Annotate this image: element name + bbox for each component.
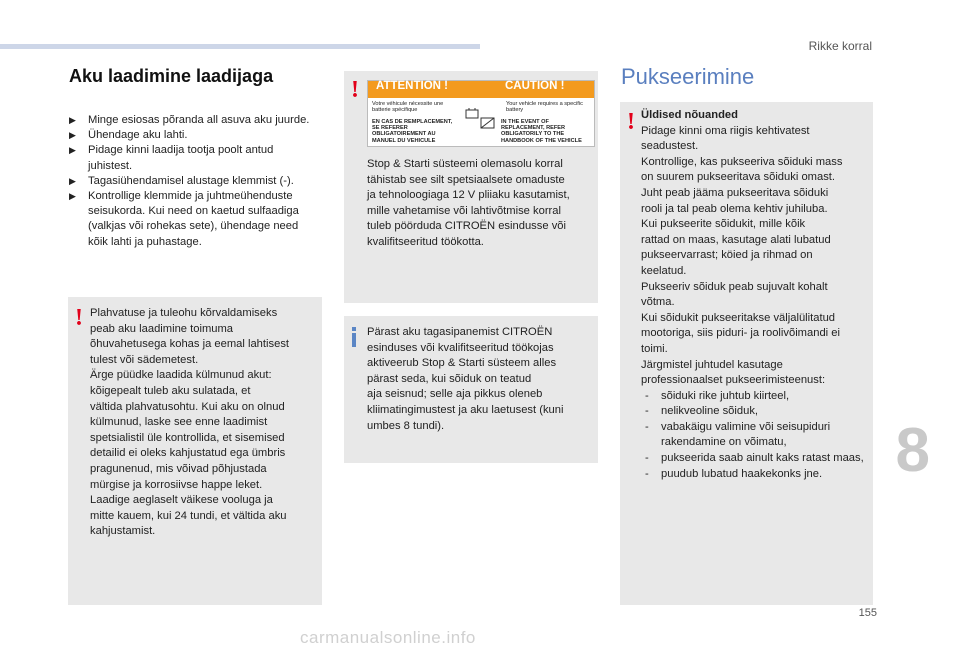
list-item: ▶ Kontrollige klemmide ja juhtmeühenduste seisukorda. Kui need on kaetud sulfaadiga (valkjas või rohekas sete), ühendage need kõik lahti ja puhastage.: [69, 190, 299, 248]
stop-start-warning-text: Stop & Starti süsteemi olemasolu korral tähistab see silt spetsiaalsete omaduste ja tehnoloogiaga 12 V pliiaku kasutamist, mille vahetamise või lahtivõtmise korral tuleb pöörduda CITROËN esindusse või kvalifitseeritud töökotta.: [367, 158, 570, 248]
charging-steps-list: [69, 113, 319, 250]
arrow-icon: ▶: [69, 145, 76, 156]
list-item: ▶ Pidage kinni laadija tootja poolt antud juhistest.: [69, 144, 274, 172]
stop-start-info-text: Pärast aku tagasipanemist CITROËN esinduses või kvalifitseeritud töökojas aktiveerub Stop & Starti süsteem alles pärast seda, kui sõiduk on teatud aja seisnud; selle aja pikkus oleneb kliimatingimustest ja aku laetusest (kuni umbes 8 tundi).: [367, 326, 564, 432]
list-item: - nelikveoline sõiduk,: [645, 405, 759, 418]
warning-icon: !: [351, 77, 359, 103]
info-icon: [352, 327, 357, 347]
warning-icon: !: [627, 109, 635, 135]
list-item: ▶ Ühendage aku lahti.: [69, 128, 319, 143]
towing-title: Pukseerimine: [621, 64, 755, 89]
towing-advice-text: Üldised nõuanded Pidage kinni oma riigis kehtivatest seadustest. Kontrollige, kas pukseeriva sõiduki mass on suurem pukseeritava sõiduki omast. Juht peab jääma pukseeritava sõiduki rooli ja tal peab olema kehtiv juhiluba. Kui pukseerite sõidukit, mille kõik rattad on maas, kasutage alati lubatud pukseervarrast; köied ja rihmad on keelatud. Pukseeriv sõiduk peab sujuvalt kohalt võtma. Kui sõidukit pukseeritakse väljalülitatud mootoriga, siis piduri- ja roolivõimandi ei toimi. Järgmistel juhtudel kasutage professionaalset pukseerimisteenust: - sõiduki rike juhtub kiirteel, - nelikveoline sõiduk, - vabakäigu valimine või seisupiduri rakendamine on võimatu, - pukseerida saab ainult kaks ratast maas, - puudub lubatud haakekonks jne.: [641, 108, 869, 482]
list-item: ▶ Tagasiühendamisel alustage klemmist (-).: [69, 174, 319, 189]
chapter-number: 8: [895, 416, 930, 485]
list-item: ▶ Minge esiosas põranda all asuva aku juurde.: [69, 113, 319, 128]
list-item: - vabakäigu valimine või seisupiduri rakendamine on võimatu,: [645, 420, 831, 449]
label-header: ATTENTION ! CAUTION !: [368, 81, 594, 98]
battery-book-icon: [464, 106, 498, 130]
battery-caution-label: ATTENTION ! CAUTION ! Votre véhicule nécessite une batterie spécifique Your vehicle requires a specific battery EN CAS DE REMPLACEMENT, SE REFERER OBLIGATOIREMENT AU MANUEL DU VEHICULE IN THE EVENT OF REPLACEMENT, REFER OBLIGATORILY TO THE HANDBOOK OF THE VEHICLE: [367, 80, 595, 147]
list-item: - puudub lubatud haakekonks jne.: [645, 467, 823, 480]
watermark: carmanualsonline.info: [300, 628, 476, 647]
towing-subtitle: Üldised nõuanded: [641, 109, 738, 121]
arrow-icon: ▶: [69, 115, 76, 125]
list-item: - sõiduki rike juhtub kiirteel,: [645, 389, 790, 402]
header-bar: [0, 44, 480, 49]
arrow-icon: ▶: [69, 130, 76, 141]
page-number: 155: [858, 607, 877, 619]
warning-icon: !: [75, 305, 83, 331]
battery-charging-title: Aku laadimine laadijaga: [69, 66, 274, 86]
section-header: Rikke korral: [808, 39, 872, 53]
charging-warning-text: Plahvatuse ja tuleohu kõrvaldamiseks peab aku laadimine toimuma õhuvahetusega kohas ja eemal lahtisest tulest või sädemetest. Ärge püüdke laadida külmunud akut: kõigepealt tuleb aku sulatada, et vältida plahvatusohtu. Kui aku on olnud külmunud, laske see enne laadimist spetsialistil üle kontrollida, et sisemised detailid ei oleks kahjustatud ega ümbris pragunenud, mis võivad põhjustada mürgise ja korrosiivse happe leket. Laadige aeglaselt väikese vooluga ja mitte kauem, kui 24 tundi, et vältida aku kahjustamist.: [90, 307, 290, 538]
arrow-icon: ▶: [69, 175, 76, 186]
list-item: - pukseerida saab ainult kaks ratast maas,: [645, 452, 864, 465]
arrow-icon: ▶: [69, 191, 76, 202]
